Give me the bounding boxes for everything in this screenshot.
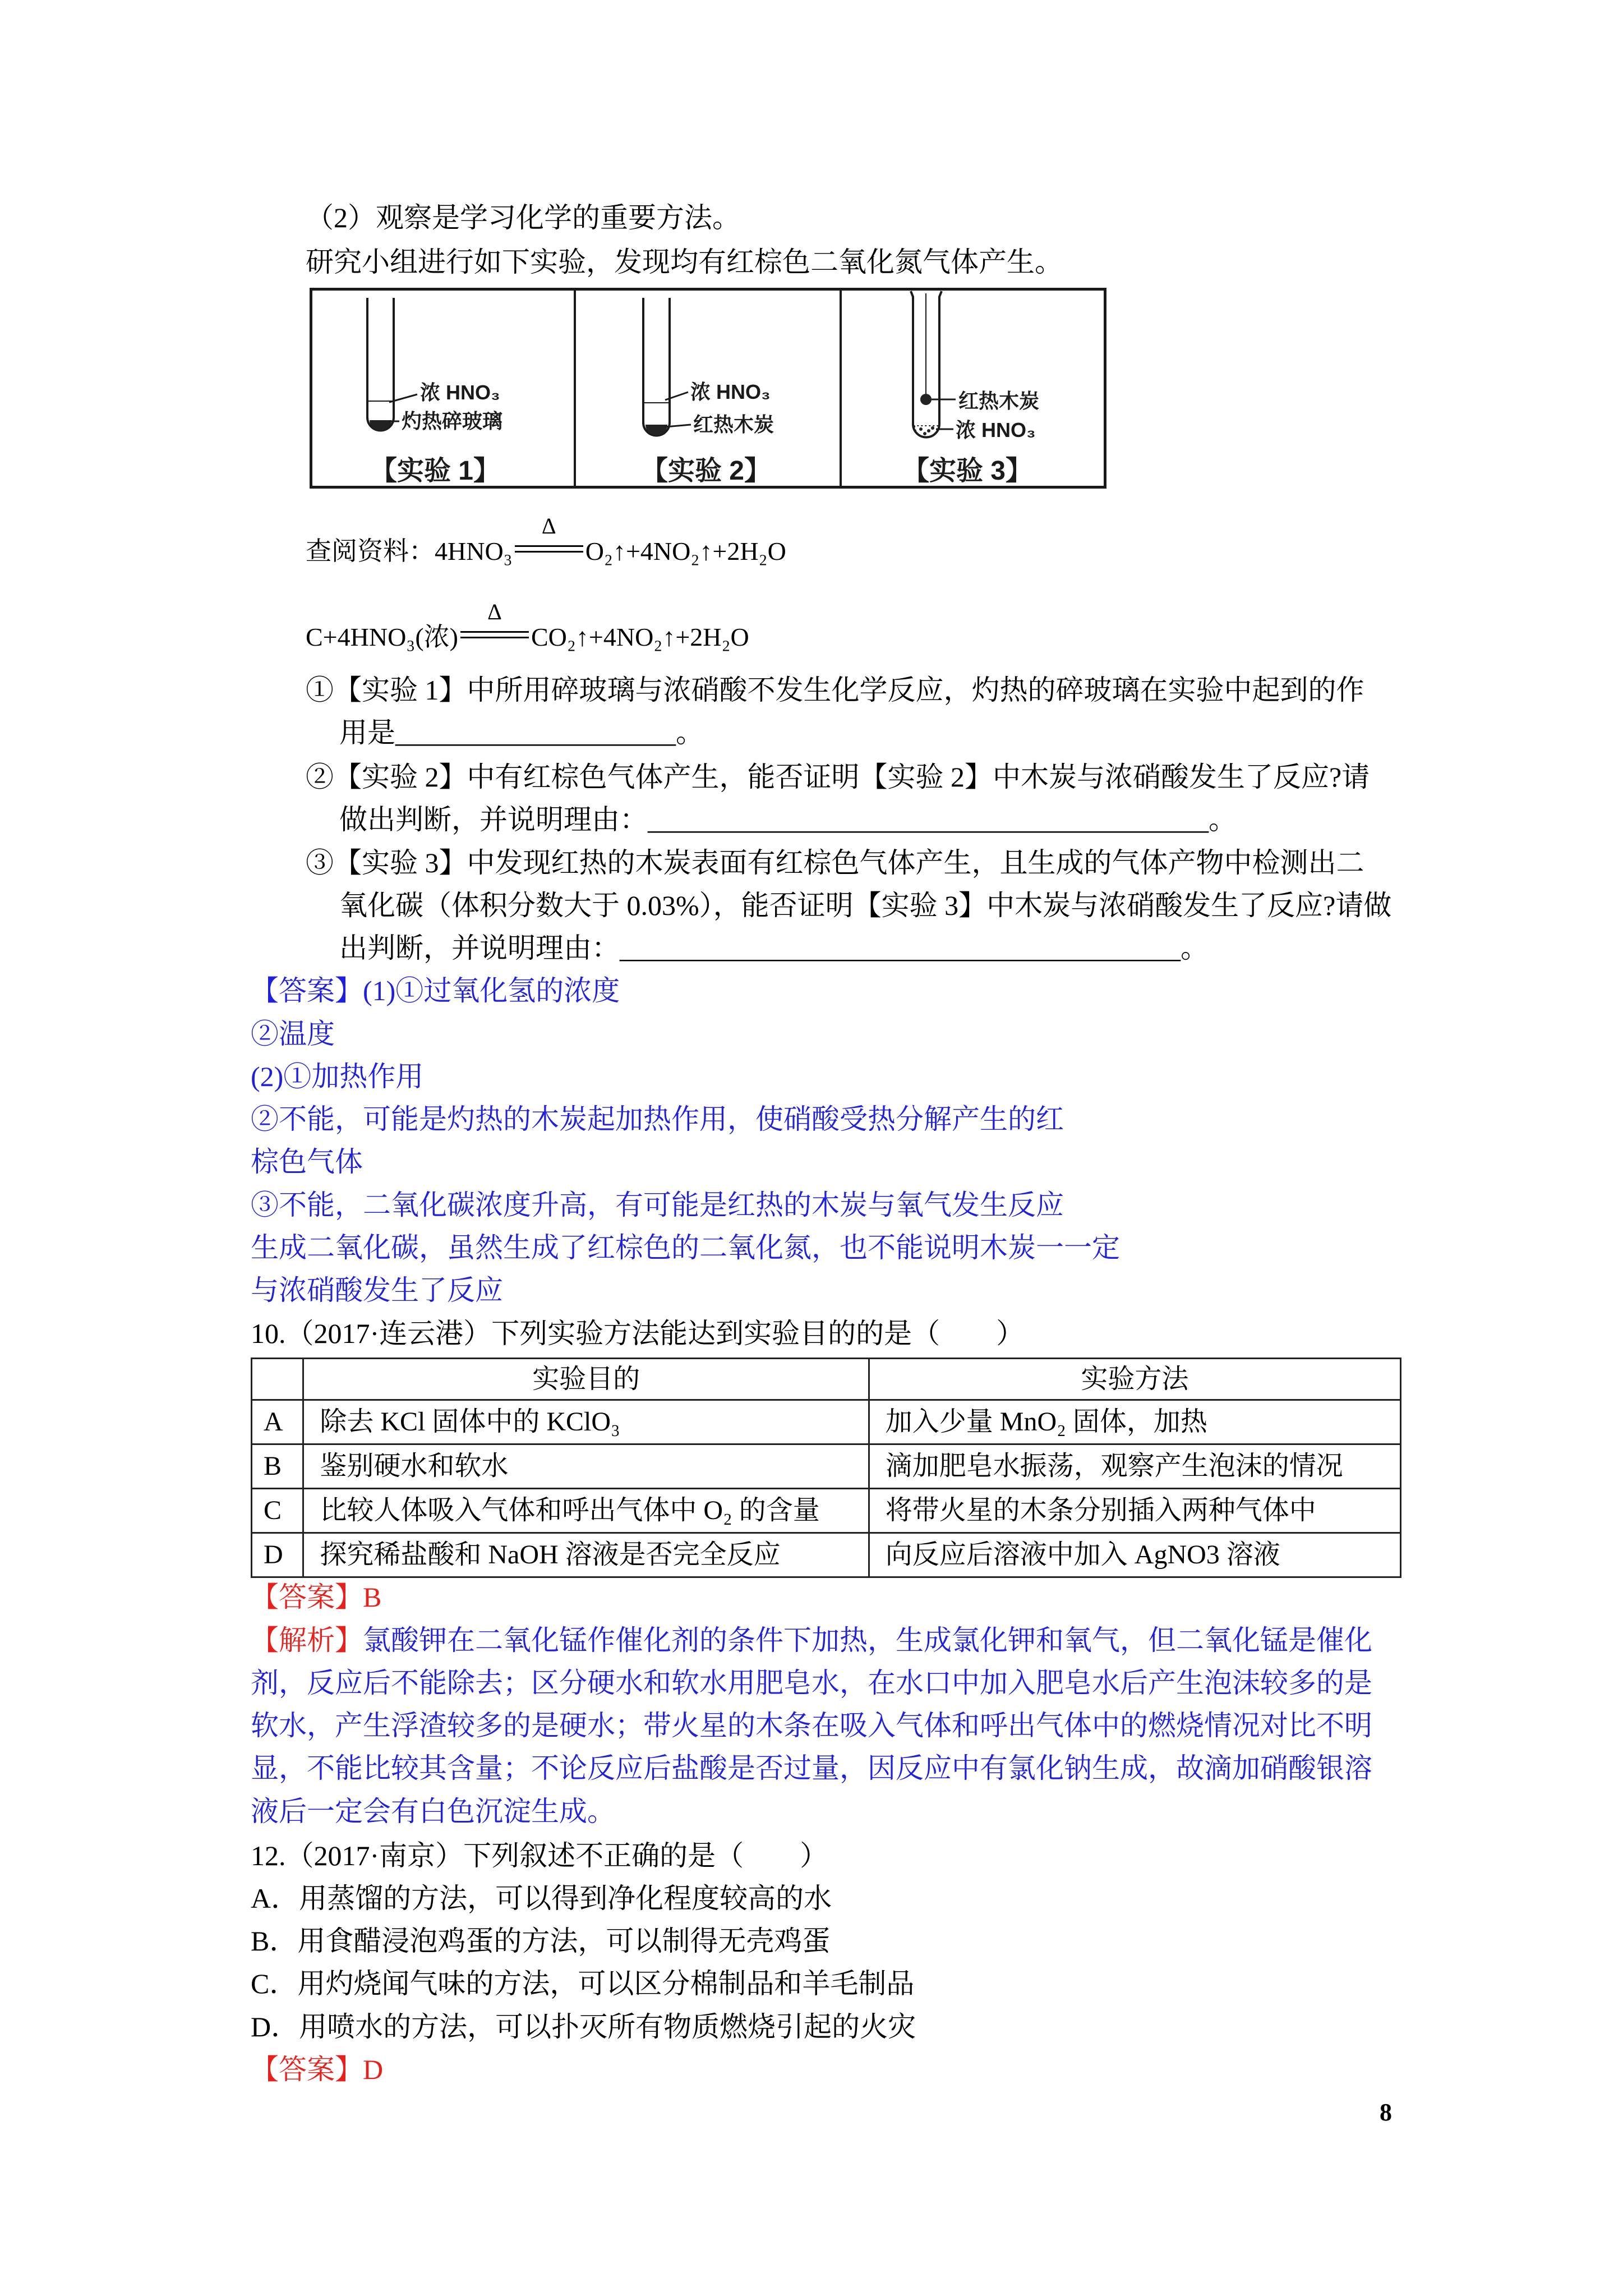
- question-12-stem: 12.（2017·南京）下列叙述不正确的是（ ）: [251, 1840, 828, 1871]
- question-12-answer: [251, 2055, 383, 2083]
- table-row: [252, 1400, 1401, 1444]
- method-cell: 向反应后溶液中加入 AgNO3 溶液: [869, 1533, 1400, 1577]
- table-row: [252, 1489, 1401, 1533]
- table-header-row: [252, 1359, 1401, 1400]
- answer-tag: 【答案】: [251, 2054, 363, 2085]
- answer-choice: D: [363, 2054, 384, 2085]
- answer-line: 生成二氧化碳，虽然生成了红棕色的二氧化氮，也不能说明木炭一一定: [251, 1232, 1120, 1263]
- subquestion-2-blank-line: 做出判断，并说明理由：________________________________________。: [339, 804, 1237, 835]
- heat-symbol: Δ: [487, 599, 502, 624]
- answer-line: 与浓硝酸发生了反应: [251, 1274, 503, 1306]
- part2-setup: 研究小组进行如下实验，发现均有红棕色二氧化氮气体产生。: [306, 246, 1063, 278]
- reaction-condition: [460, 599, 529, 646]
- reference-equation-1: [306, 513, 786, 565]
- analysis-tag: 【解析】: [251, 1625, 363, 1656]
- question-12-option-a: A．用蒸馏的方法，可以得到净化程度较高的水: [251, 1883, 832, 1914]
- question-10-stem: 10.（2017·连云港）下列实验方法能达到实验目的的是（ ）: [251, 1318, 1025, 1349]
- table-row: [252, 1444, 1401, 1489]
- answer-choice: B: [363, 1581, 382, 1613]
- experiment-figure: [310, 288, 1106, 489]
- red-hot-charcoal-icon: [920, 394, 932, 405]
- table-header-cell: 实验方法: [869, 1359, 1400, 1400]
- test-tube-icon: [643, 298, 670, 436]
- answer-text: (1)①过氧化氢的浓度: [363, 975, 620, 1006]
- caption-experiment-2: 【实验 2】: [640, 456, 772, 486]
- purpose-cell: 比较人体吸入气体和呼出气体中 O₂ 的含量: [303, 1489, 869, 1533]
- answer-line: [251, 977, 620, 1005]
- table-header-cell: [252, 1359, 303, 1400]
- label-concentrated-nitric-acid: 浓 HNO₃: [690, 380, 771, 403]
- analysis-line: 显，不能比较其含量；不论反应后盐酸是否过量，因反应中有氯化钠生成，故滴加硝酸银溶: [251, 1752, 1372, 1784]
- analysis-line: 软水，产生浮渣较多的是硬水；带火星的木条在吸入气体和呼出气体中的燃烧情况对比不明: [251, 1710, 1372, 1741]
- acid-dot: [931, 426, 934, 430]
- caption-experiment-3: 【实验 3】: [902, 456, 1033, 486]
- method-cell: 加入少量 MnO₂ 固体，加热: [869, 1400, 1400, 1444]
- table-row: [252, 1533, 1401, 1577]
- reference-equation-2: [306, 599, 749, 651]
- question-10-answer: [251, 1583, 381, 1611]
- question-12-option-c: C．用灼烧闻气味的方法，可以区分棉制品和羊毛制品: [251, 1968, 915, 1999]
- answer-line: ②不能，可能是灼热的木炭起加热作用，使硝酸受热分解产生的红: [251, 1103, 1064, 1135]
- acid-dot: [919, 427, 923, 431]
- purpose-cell: 探究稀盐酸和 NaOH 溶液是否完全反应: [303, 1533, 869, 1577]
- table-header-cell: 实验目的: [303, 1359, 869, 1400]
- acid-dot: [923, 432, 926, 435]
- answer-line: (2)①加热作用: [251, 1061, 424, 1092]
- equals-double-line: [460, 631, 529, 638]
- analysis-text: 氯酸钾在二氧化锰作催化剂的条件下加热，生成氯化钾和氧气，但二氧化锰是催化: [363, 1625, 1372, 1656]
- part2-intro: （2）观察是学习化学的重要方法。: [306, 202, 740, 233]
- method-cell: 将带火星的木条分别插入两种气体中: [869, 1489, 1400, 1533]
- heat-symbol: Δ: [541, 513, 556, 539]
- acid-dot: [927, 429, 930, 432]
- equation-reactants: C+4HNO₃(浓): [306, 623, 458, 651]
- answer-line: ②温度: [251, 1018, 335, 1050]
- equals-double-line: [515, 545, 583, 553]
- page-number: 8: [1380, 2099, 1392, 2126]
- caption-experiment-1: 【实验 1】: [370, 456, 501, 486]
- answer-tag: 【答案】: [251, 1581, 363, 1613]
- analysis-line: 剂，反应后不能除去；区分硬水和软水用肥皂水，在水口中加入肥皂水后产生泡沫较多的是: [251, 1667, 1372, 1699]
- label-red-hot-charcoal: 红热木炭: [958, 389, 1040, 412]
- question-12-option-b: B．用食醋浸泡鸡蛋的方法，可以制得无壳鸡蛋: [251, 1925, 831, 1957]
- equation-products: O₂↑+4NO₂↑+2H₂O: [585, 537, 786, 565]
- subquestion-3-blank-line: 出判断，并说明理由：________________________________________。: [339, 932, 1209, 964]
- purpose-cell: 除去 KCl 固体中的 KClO₃: [303, 1400, 869, 1444]
- reference-label: 查阅资料：: [306, 537, 435, 565]
- question-12-option-d: D．用喷水的方法，可以扑灭所有物质燃烧引起的火灾: [251, 2011, 916, 2042]
- analysis-line: 液后一定会有白色沉淀生成。: [251, 1796, 615, 1827]
- test-tube-icon: [367, 298, 394, 431]
- reaction-condition: [515, 513, 583, 560]
- experiment-2-panel: [641, 298, 774, 486]
- option-letter-cell: D: [252, 1533, 303, 1577]
- subquestion-1-blank-line: 用是____________________。: [339, 717, 704, 748]
- experiment-1-panel: [367, 298, 502, 486]
- label-hot-glass: 灼热碎玻璃: [402, 409, 503, 432]
- method-cell: 滴加肥皂水振荡，观察产生泡沫的情况: [869, 1444, 1400, 1489]
- subquestion-1-line: ①【实验 1】中所用碎玻璃与浓硝酸不发生化学反应，灼热的碎玻璃在实验中起到的作: [306, 674, 1364, 706]
- subquestion-3-line: ③【实验 3】中发现红热的木炭表面有红棕色气体产生，且生成的气体产物中检测出二: [306, 847, 1364, 878]
- answer-line: ③不能，二氧化碳浓度升高，有可能是红热的木炭与氧气发生反应: [251, 1189, 1064, 1221]
- answer-line: 棕色气体: [251, 1146, 363, 1177]
- option-letter-cell: B: [252, 1444, 303, 1489]
- label-concentrated-nitric-acid: 浓 HNO₃: [420, 381, 500, 404]
- subquestion-3-line: 氧化碳（体积分数大于 0.03%），能否证明【实验 3】中木炭与浓硝酸发生了反应?请做: [339, 890, 1392, 921]
- analysis-line: [251, 1626, 1372, 1654]
- label-concentrated-nitric-acid: 浓 HNO₃: [956, 418, 1036, 441]
- equation-products: CO₂↑+4NO₂↑+2H₂O: [531, 623, 749, 651]
- label-red-hot-charcoal: 红热木炭: [693, 413, 774, 436]
- purpose-cell: 鉴别硬水和软水: [303, 1444, 869, 1489]
- option-letter-cell: A: [252, 1400, 303, 1444]
- question-10-table: [251, 1358, 1401, 1578]
- option-letter-cell: C: [252, 1489, 303, 1533]
- experiment-3-panel: [902, 291, 1039, 486]
- answer-tag: 【答案】: [251, 975, 363, 1006]
- subquestion-2-line: ②【实验 2】中有红棕色气体产生，能否证明【实验 2】中木炭与浓硝酸发生了反应?请: [306, 761, 1370, 793]
- equation-reactants: 4HNO₃: [435, 537, 513, 565]
